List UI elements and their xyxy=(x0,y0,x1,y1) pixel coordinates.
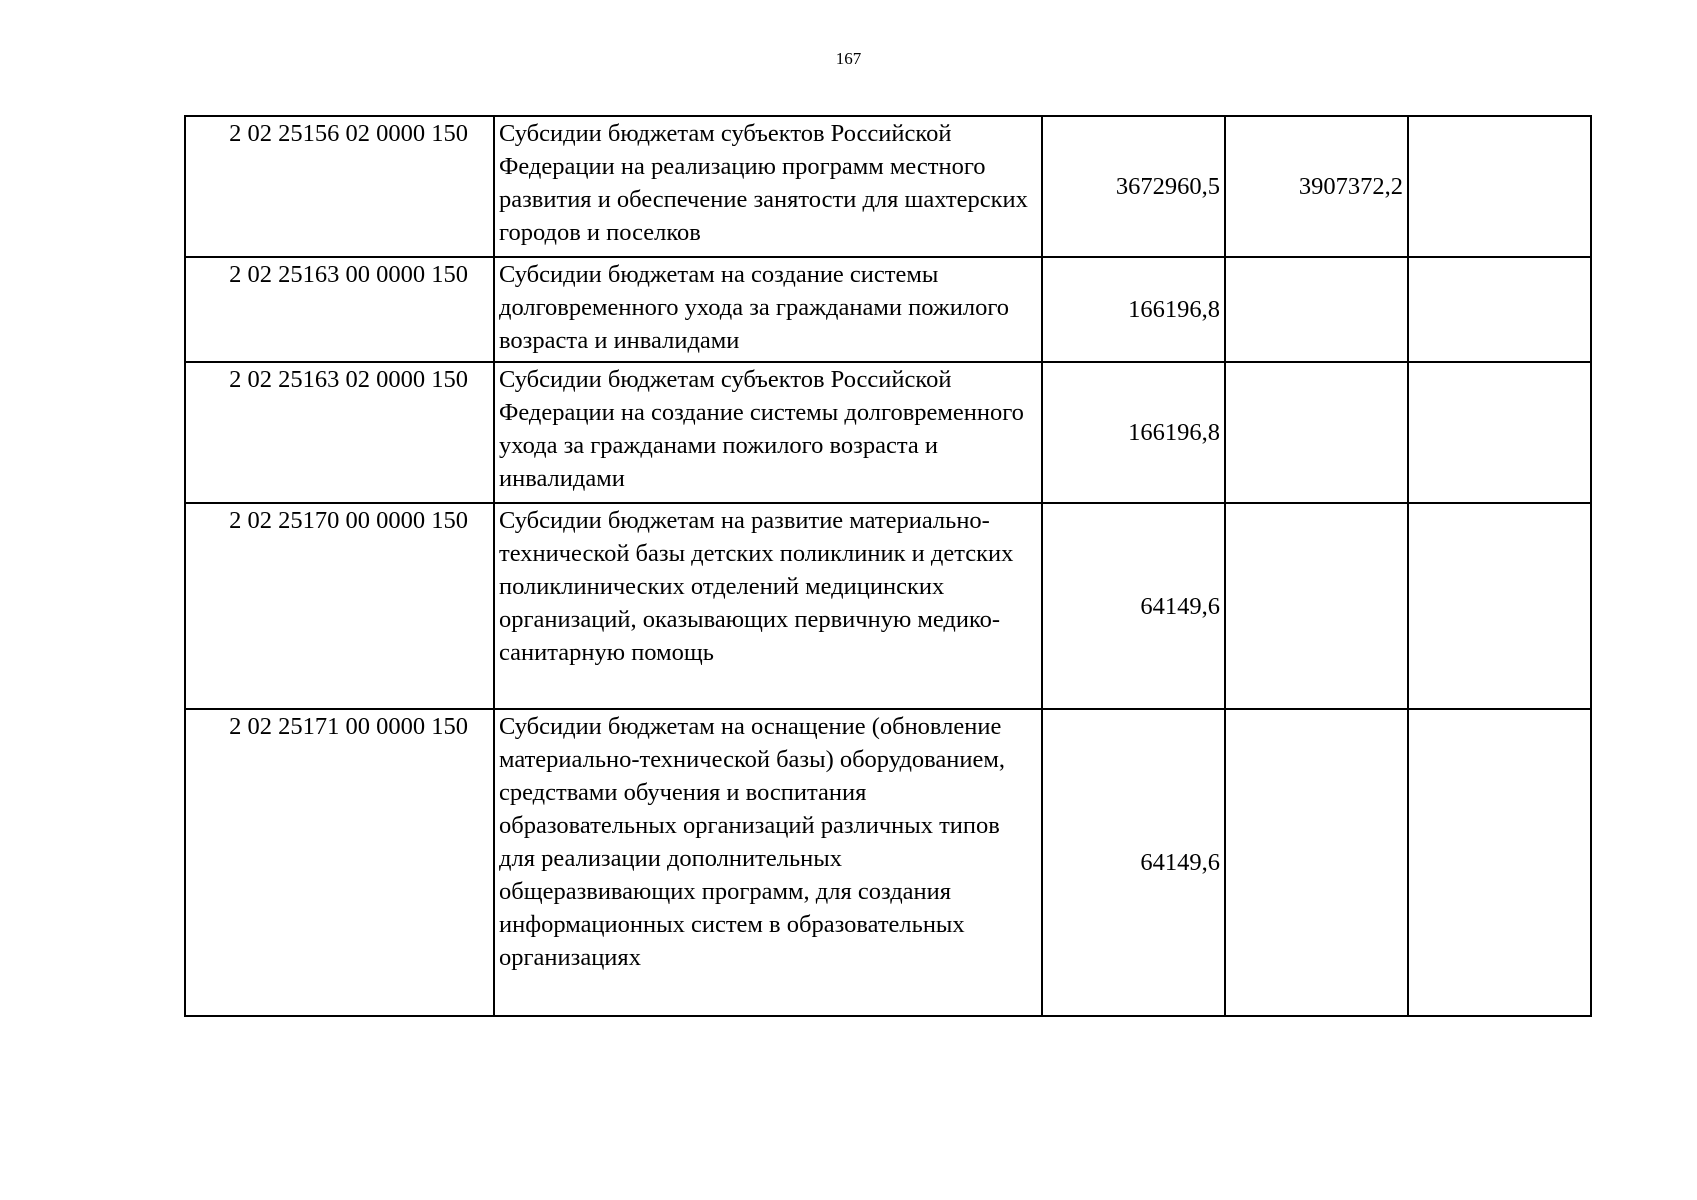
table-row xyxy=(185,116,1591,257)
amount-year-3-cell xyxy=(1408,362,1591,503)
budget-table xyxy=(184,115,1592,1017)
amount-year-1-cell: 3672960,5 xyxy=(1042,116,1225,257)
income-name-cell: Субсидии бюджетам на оснащение (обновление материально-технической базы) оборудованием, средствами обучения и воспитания образовательных организаций различных типов для реализации дополнительных общеразвивающих программ, для создания информационных систем в образовательных организациях xyxy=(494,709,1042,1016)
income-name-cell: Субсидии бюджетам субъектов Российской Федерации на создание системы долговременного ухода за гражданами пожилого возраста и инвалидами xyxy=(494,362,1042,503)
budget-code-cell: 2 02 25170 00 0000 150 xyxy=(185,503,494,709)
amount-year-1-cell: 166196,8 xyxy=(1042,362,1225,503)
table-row xyxy=(185,362,1591,503)
table-row xyxy=(185,709,1591,1016)
amount-year-2-cell xyxy=(1225,503,1408,709)
amount-year-3-cell xyxy=(1408,709,1591,1016)
amount-year-1-cell: 166196,8 xyxy=(1042,257,1225,362)
amount-year-3-cell xyxy=(1408,257,1591,362)
page-number: 167 xyxy=(835,49,862,68)
income-name-cell: Субсидии бюджетам на развитие материально-технической базы детских поликлиник и детских поликлинических отделений медицинских организаций, оказывающих первичную медико-санитарную помощь xyxy=(494,503,1042,709)
amount-year-1-cell: 64149,6 xyxy=(1042,503,1225,709)
income-name-cell: Субсидии бюджетам субъектов Российской Федерации на реализацию программ местного развития и обеспечение занятости для шахтерских городов и поселков xyxy=(494,116,1042,257)
amount-year-3-cell xyxy=(1408,503,1591,709)
budget-code-cell: 2 02 25163 02 0000 150 xyxy=(185,362,494,503)
amount-year-2-cell xyxy=(1225,257,1408,362)
amount-year-3-cell xyxy=(1408,116,1591,257)
table-row xyxy=(185,503,1591,709)
budget-code-cell: 2 02 25171 00 0000 150 xyxy=(185,709,494,1016)
amount-year-1-cell: 64149,6 xyxy=(1042,709,1225,1016)
budget-code-cell: 2 02 25156 02 0000 150 xyxy=(185,116,494,257)
table-row xyxy=(185,257,1591,362)
amount-year-2-cell xyxy=(1225,362,1408,503)
income-name-cell: Субсидии бюджетам на создание системы долговременного ухода за гражданами пожилого возраста и инвалидами xyxy=(494,257,1042,362)
budget-code-cell: 2 02 25163 00 0000 150 xyxy=(185,257,494,362)
amount-year-2-cell xyxy=(1225,709,1408,1016)
amount-year-2-cell: 3907372,2 xyxy=(1225,116,1408,257)
